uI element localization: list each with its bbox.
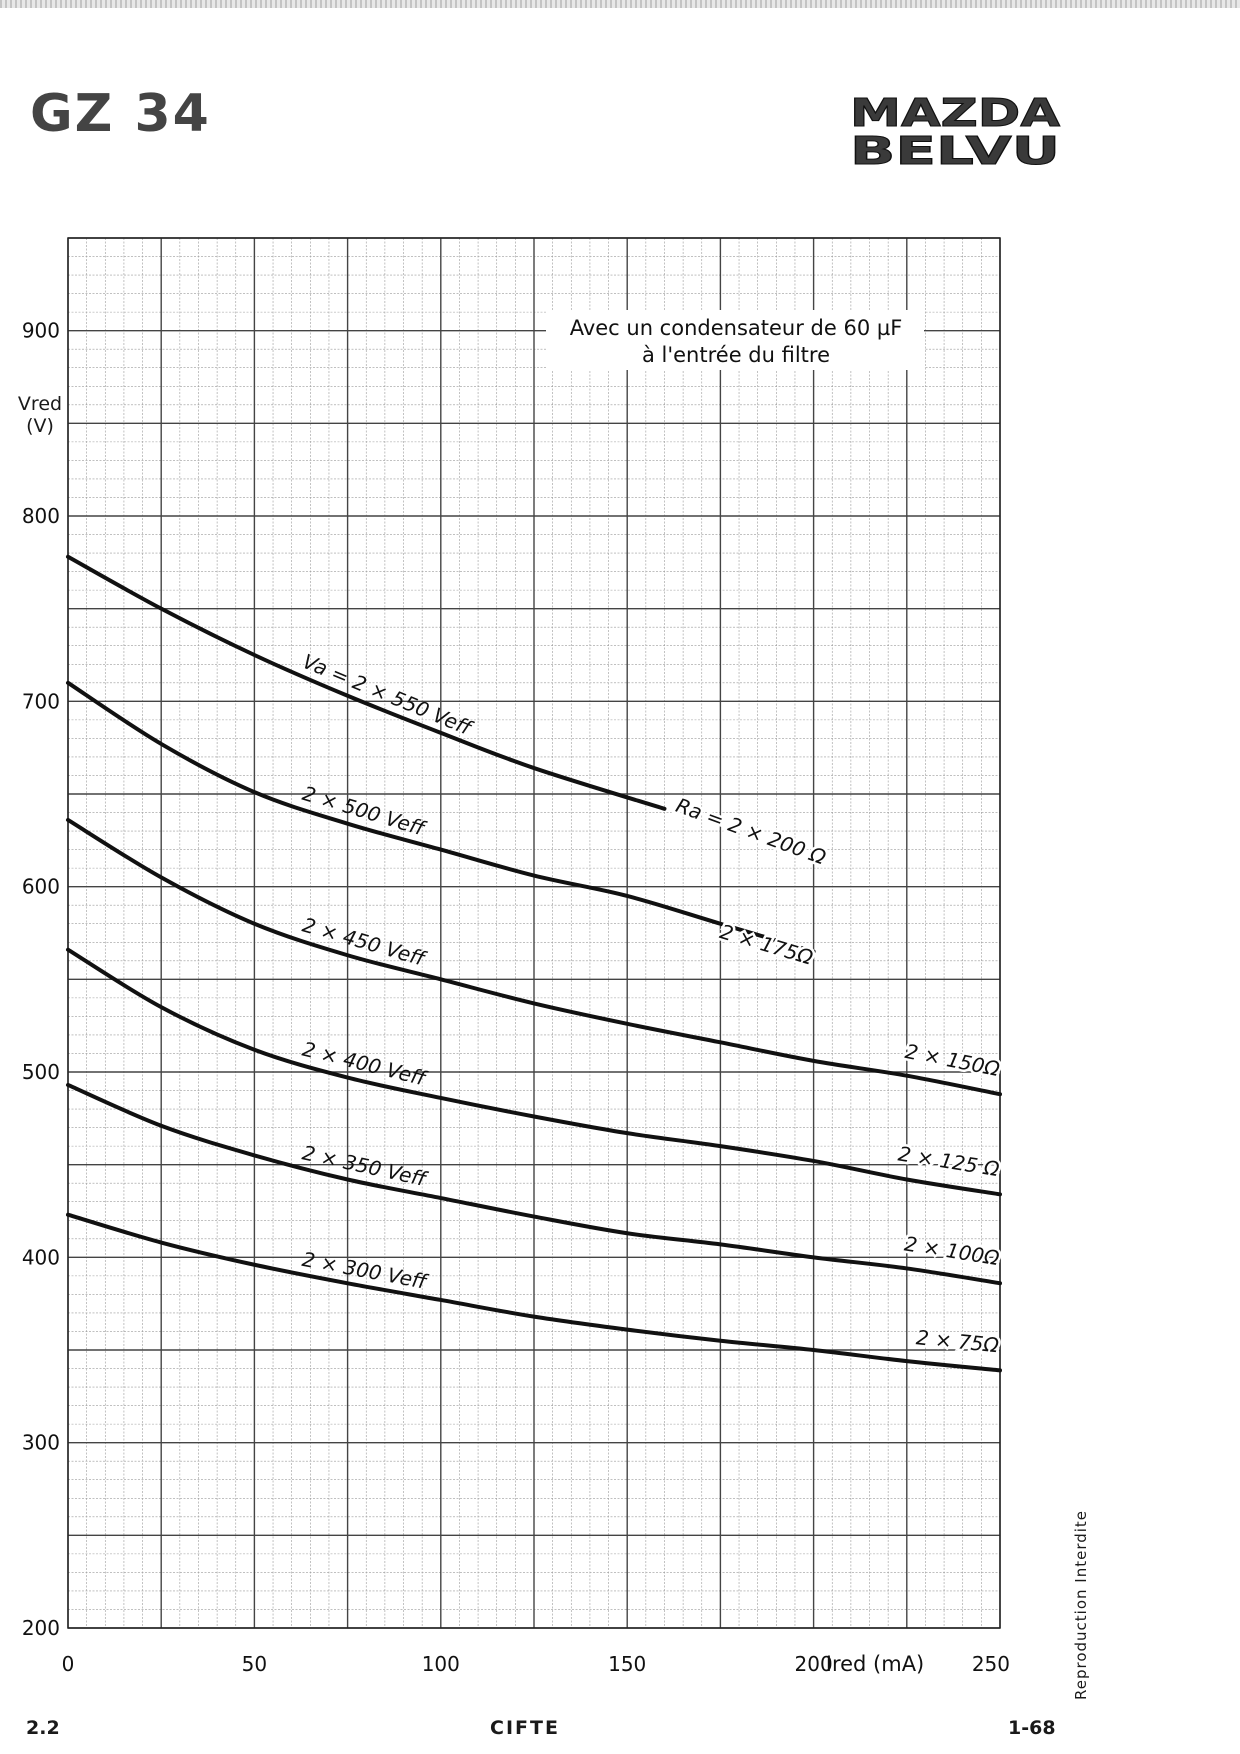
x-tick-label: 200: [794, 1652, 833, 1676]
edition-date: 1-68: [1008, 1717, 1056, 1739]
y-tick-label: 600: [21, 874, 60, 899]
y-tick-label: 800: [21, 504, 60, 528]
curve-name-label: 2 × 500 Veff: [299, 781, 428, 841]
x-tick-label: 50: [241, 1652, 268, 1676]
curve-end-label: Ra = 2 × 200 Ω: [672, 792, 830, 870]
major-grid: [68, 238, 1000, 1628]
tube-title: GZ 34: [30, 84, 211, 144]
curve-end-label: 2 × 100Ω: [902, 1231, 1001, 1271]
x-tick-label: 0: [61, 1652, 75, 1676]
curve-end-label: 2 × 150Ω: [903, 1038, 1002, 1082]
page-number: 2.2: [26, 1717, 60, 1739]
curve-end-label: 2 × 175Ω: [717, 919, 816, 970]
brand-logo: [850, 92, 1065, 168]
curve-name-label: 2 × 300 Veff: [300, 1246, 429, 1294]
brand-line1: MAZDA: [850, 92, 1061, 135]
y-tick-label: 300: [21, 1430, 60, 1455]
x-tick-label: 150: [608, 1652, 647, 1676]
x-tick-label: 100: [421, 1652, 460, 1676]
x-tick-label: 250: [971, 1652, 1010, 1676]
y-tick-label: 400: [21, 1245, 60, 1270]
curve-name-label: 2 × 350 Veff: [300, 1140, 429, 1192]
curve-name-label: 2 × 400 Veff: [299, 1036, 428, 1091]
curve-labels: [299, 649, 1002, 1357]
y-tick-labels: [22, 319, 60, 1640]
curve-end-label: 2 × 125 Ω: [896, 1141, 1001, 1182]
y-tick-label: 700: [21, 689, 60, 714]
note-line2: à l'entrée du filtre: [641, 343, 831, 367]
x-axis-label: Ired (mA): [825, 1652, 925, 1676]
reproduction-note: Reproduction Interdite: [1072, 1509, 1090, 1700]
y-axis-label: [10, 393, 70, 437]
brand-line2: BELVU: [850, 129, 1060, 168]
curve-name-label: Va = 2 × 550 Veff: [299, 649, 475, 740]
y-axis-label-line1: Vred: [17, 393, 63, 415]
note-line1: Avec un condensateur de 60 µF: [569, 316, 903, 340]
y-tick-label: 900: [21, 318, 60, 343]
characteristic-chart: [0, 200, 1240, 1680]
curve-end-label: 2 × 75Ω: [914, 1325, 1000, 1358]
y-tick-label: 200: [21, 1616, 60, 1640]
chart-container: [0, 200, 1240, 1684]
y-axis-label-line2: (V): [26, 415, 54, 437]
y-tick-label: 500: [21, 1060, 60, 1084]
publisher: CIFTE: [490, 1717, 560, 1739]
scan-edge: [0, 0, 1240, 8]
curve-name-label: 2 × 450 Veff: [299, 912, 428, 971]
